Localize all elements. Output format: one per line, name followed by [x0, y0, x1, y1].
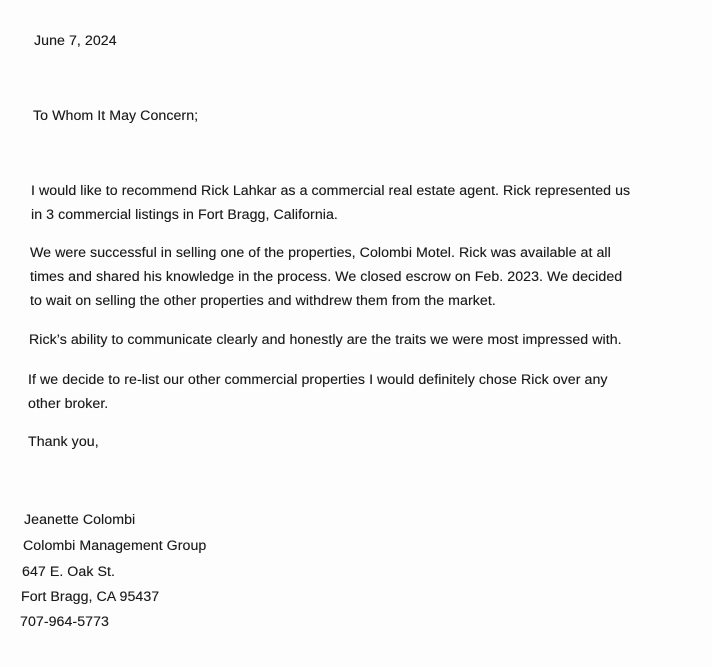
paragraph-line: in 3 commercial listings in Fort Bragg, California. — [31, 207, 338, 223]
paragraph-line: I would like to recommend Rick Lahkar as a commercial real estate agent. Rick represented us — [31, 183, 631, 199]
paragraph-line: Rick’s ability to communicate clearly and honestly are the traits we were most impressed with. — [29, 332, 622, 348]
signature-name: Jeanette Colombi — [24, 512, 136, 528]
paragraph-line: We were successful in selling one of the properties, Colombi Motel. Rick was available at all — [30, 245, 611, 261]
signature-street: 647 E. Oak St. — [22, 564, 115, 580]
paragraph-line: to wait on selling the other properties and withdrew them from the market. — [30, 293, 496, 309]
signature-city-state-zip: Fort Bragg, CA 95437 — [21, 589, 160, 605]
letter-salutation: To Whom It May Concern; — [33, 108, 199, 124]
letter-closing: Thank you, — [28, 434, 99, 450]
letter-date: June 7, 2024 — [34, 33, 117, 49]
signature-phone: 707-964-5773 — [20, 614, 109, 630]
paragraph-line: times and shared his knowledge in the process. We closed escrow on Feb. 2023. We decided — [30, 269, 623, 285]
signature-company: Colombi Management Group — [23, 538, 207, 554]
paragraph-line: If we decide to re-list our other commercial properties I would definitely chose Rick over any — [28, 372, 608, 388]
paragraph-line: other broker. — [28, 396, 109, 412]
